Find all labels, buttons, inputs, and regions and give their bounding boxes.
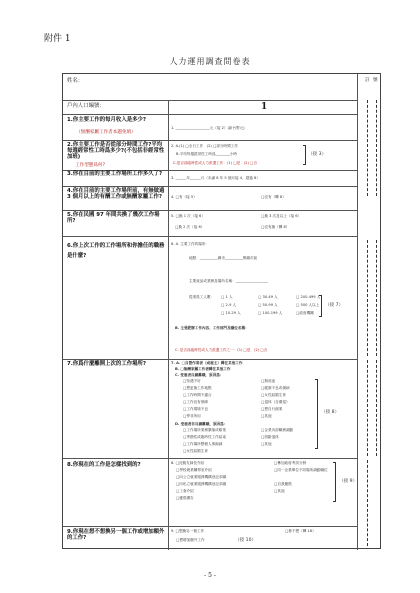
row-divider <box>63 458 357 459</box>
q9-option-change[interactable]: 9. □想換另一個工作 <box>171 529 205 533</box>
q7-voluntary-option[interactable]: □其他 <box>261 414 272 418</box>
q7-involuntary-option[interactable]: □女性結婚生育 <box>183 449 208 453</box>
q7-voluntary-option[interactable]: □工作環境不良 <box>183 407 208 411</box>
note-column-label: 註 <box>365 78 370 83</box>
q8-option[interactable]: □同一企業單位不同場所調動職位 <box>274 468 328 472</box>
q7-involuntary-option[interactable]: □工作場所業務緊縮或歇業 <box>183 428 226 432</box>
code-column-guide <box>367 240 368 356</box>
page-number: - 5 - <box>204 572 216 579</box>
q1-note: （無酬家屬工作者本題免填） <box>76 130 136 135</box>
q6-staff-option[interactable]: □ 1 人 <box>221 295 233 299</box>
code-column-guide <box>367 460 368 546</box>
q2-goto: （接 3） <box>308 152 327 157</box>
q4-option-no[interactable]: □沒有（轉 8） <box>261 195 286 199</box>
q6-goto: （接 7） <box>325 303 344 308</box>
q9-option-add[interactable]: □想增加額外工作 <box>176 538 205 542</box>
bracket <box>303 145 306 165</box>
q7-involuntary-option[interactable]: □工作場所整頓人事縮減 <box>183 442 223 446</box>
q5-option-2[interactable]: □換 2 次（接 6） <box>175 225 205 229</box>
q2-option-b[interactable]: B.平均每週經常性工時爲________小時 <box>176 152 238 156</box>
q2-option-c[interactable]: C.是否爲臨時性或人力派遣工作：(1) □是 (2) □否 <box>173 161 258 165</box>
q6-workplace-header: 6. A. 主要工作的場所： <box>171 242 210 246</box>
q6-staff-option[interactable]: □ 50-99 人 <box>258 303 278 307</box>
q6-question: 6.你上次工作的工作場所和你擔任的職務是什麼? <box>67 243 165 260</box>
q6-job-description-field[interactable]: B. 主要經辦工作內容、工作部門及職位名稱： <box>175 326 249 330</box>
bracket <box>333 462 336 502</box>
q6-staff-option[interactable]: □ 2-9 人 <box>221 303 237 307</box>
q6-location-field[interactable]: 地點：__________縣市__________鄉鎮市區 <box>189 256 258 260</box>
q7-voluntary-option[interactable]: □無前途 <box>261 379 276 383</box>
column-divider <box>168 100 169 550</box>
bracket <box>315 379 318 449</box>
q5-option-3[interactable]: □換 3 次及以上（接 6） <box>261 214 302 218</box>
row-divider <box>63 140 357 141</box>
row-divider <box>63 526 357 527</box>
q9-goto: （接 10） <box>235 538 257 543</box>
code-column-guide <box>376 240 377 356</box>
q9-question: 9.你現在想不想換另一個工作或增加額外的工作? <box>67 529 165 542</box>
q1-question: 1.你主要工作的每月收入是多少? <box>67 117 147 123</box>
q2-question: 2.你主要工作是否從部分時間工作?平均每週經常性工時爲多少?(不包括非經常性加班) <box>67 142 165 161</box>
q8-option[interactable]: □應徵廣告 <box>176 496 194 500</box>
q9-option-none[interactable]: □都不想（轉 18） <box>285 529 316 533</box>
code-column-guide <box>376 360 377 456</box>
q6-staff-option[interactable]: □ 30-49 人 <box>258 295 278 299</box>
q7-involuntary-option[interactable]: □屆齡退休 <box>261 435 279 439</box>
q8-option[interactable]: □學校就業輔導室介紹 <box>176 468 212 472</box>
q6-staff-label: 從業員工人數： <box>189 295 215 299</box>
q7-voluntary-option[interactable]: □想更換工作地點 <box>183 386 212 390</box>
q6-staff-option[interactable]: □ 100-199 人 <box>258 311 283 315</box>
code-column-guide <box>367 100 368 196</box>
q7-option-b[interactable]: B. □無酬家屬工作者轉任其他工作 <box>175 367 231 371</box>
code-column-guide <box>367 360 368 456</box>
row-divider <box>63 100 357 101</box>
q7-voluntary-option[interactable]: □工作沒有保障 <box>183 400 208 404</box>
q7-involuntary-header: D. 受雇者非自願離職，原因爲： <box>175 422 228 426</box>
q7-voluntary-option[interactable]: □學非所用 <box>183 414 201 418</box>
q6-staff-option[interactable]: □政府機關 <box>296 311 314 315</box>
q7-voluntary-option[interactable]: □健康不良或傷病 <box>261 386 290 390</box>
questionnaire-form <box>62 73 381 549</box>
q7-involuntary-option[interactable]: □其他 <box>261 442 272 446</box>
row-divider <box>63 359 357 360</box>
q6-staff-option[interactable]: □ 200-499 人 <box>296 295 321 299</box>
q2-red-note: 工作型態爲何? <box>75 163 106 168</box>
q7-voluntary-option[interactable]: □退休（含優退） <box>261 400 290 404</box>
q7-involuntary-option[interactable]: □企業內部職務調動 <box>261 428 294 432</box>
q6-staff-option[interactable]: □ 10-29 人 <box>221 311 241 315</box>
q5-question: 5.你在民國 97 年間共換了幾次工作場所? <box>67 212 160 225</box>
q8-question: 8.你現在的工作是怎樣找到的? <box>67 462 141 468</box>
row-divider <box>63 114 357 115</box>
row-divider <box>63 210 357 211</box>
annex-label: 附件 1 <box>44 34 71 44</box>
q4-option-yes[interactable]: 4. □有（接 5） <box>171 195 197 199</box>
q8-option[interactable]: □參加政府考試分發 <box>274 461 307 465</box>
q8-option[interactable]: 8. □託親友師長介紹 <box>171 461 205 465</box>
name-label: 姓名： <box>67 78 84 84</box>
q3-answer-field[interactable]: 3. ______年______月（未滿 8 年 5 個月接 4，超過 8） <box>171 176 260 180</box>
q7-voluntary-option[interactable]: □女性結婚生育 <box>261 393 286 397</box>
q7-option-a[interactable]: 7. A. □自營作業者（或雇主）轉任其他工作 <box>171 361 243 365</box>
q8-option[interactable]: □工會介紹 <box>176 489 194 493</box>
q5-option-1[interactable]: 5. □換 1 次（接 6） <box>171 214 205 218</box>
row-divider <box>63 186 357 187</box>
q7-voluntary-option[interactable]: □工作時間不適合 <box>183 393 212 397</box>
q6-product-field[interactable]: 主要產品或業務及場所名稱：__________________ <box>189 279 269 283</box>
q2-option-a[interactable]: 2. A.(1) □全日工作 (2) □部分時間工作 <box>171 144 238 148</box>
page-title: 人力運用調查問卷表 <box>169 57 251 66</box>
q7-voluntary-option[interactable]: □想自行創業 <box>261 407 283 411</box>
q7-voluntary-header: C. 受雇者自願離職，原因爲： <box>175 373 224 377</box>
bracket <box>319 295 322 317</box>
q7-involuntary-option[interactable]: □季節性或臨時性工作結束 <box>183 435 226 439</box>
q5-option-none[interactable]: □沒有換（轉 8） <box>261 225 290 229</box>
q4-question: 4.你在目前的主要工作場所前，有無做過 3 個月以上的有酬工作或無酬家屬工作? <box>67 188 165 201</box>
q8-option[interactable]: □其他 <box>274 489 285 493</box>
code-column-label: 號 <box>373 78 378 83</box>
q8-option[interactable]: □向私立就業服務機構登記求職 <box>176 482 227 486</box>
q8-option[interactable]: □自我應徵 <box>274 482 292 486</box>
household-number-value: 1 <box>261 102 268 112</box>
q7-goto: （接 8） <box>321 410 340 415</box>
q3-question: 3.你在目前的主要工作場所工作多久了? <box>67 171 163 177</box>
q1-answer-field[interactable]: 1. ___________________元（接 2）(新台幣元) <box>171 126 245 130</box>
code-column-guide <box>376 100 377 196</box>
household-number-label: 戶內人口編號： <box>67 103 105 109</box>
q6-temporary-option[interactable]: C. 是否爲臨時性或人力派遣工作之一：(1) □是 (2) □否 <box>175 348 268 352</box>
q8-goto: （接 9） <box>339 479 358 484</box>
q7-voluntary-option[interactable]: □待遇不好 <box>183 379 201 383</box>
q6-staff-option[interactable]: □ 500 人以上 <box>296 303 320 307</box>
row-divider <box>63 236 357 237</box>
q8-option[interactable]: □向公立就業服務機構登記求職 <box>176 475 227 479</box>
q7-question: 7.你爲什麼離開上次的工作場所? <box>67 361 147 367</box>
